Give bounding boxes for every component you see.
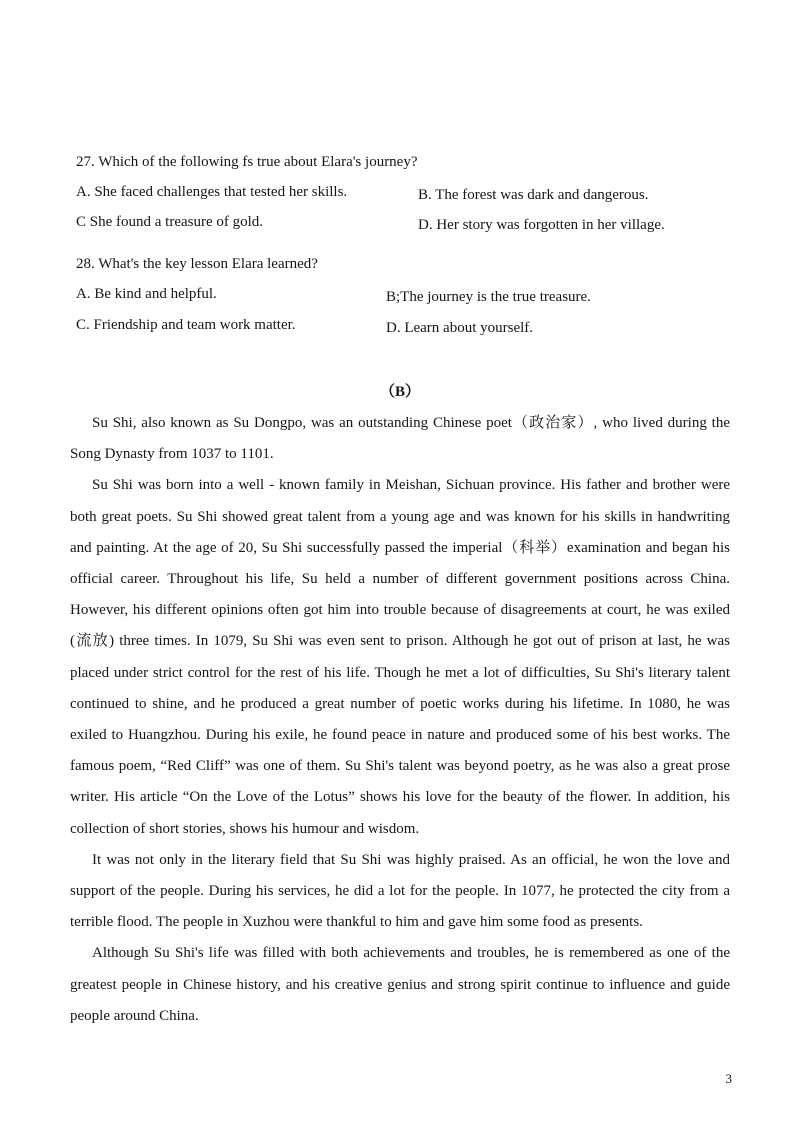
section-label: （B）	[379, 384, 420, 400]
passage-paragraph-1: Su Shi, also known as Su Dongpo, was an outstanding Chinese poet（政治家）, who lived during the Song Dynasty from 1037 to 1101.	[70, 415, 730, 463]
question-28-stem: 28. What's the key lesson Elara learned?	[76, 256, 318, 272]
reading-passage	[70, 408, 730, 1032]
question-28-option-c: C. Friendship and team work matter.	[76, 317, 296, 333]
question-27-option-d: D. Her story was forgotten in her village.	[418, 217, 665, 233]
question-27-option-c: C She found a treasure of gold.	[76, 214, 264, 230]
question-27-option-b: B. The forest was dark and dangerous.	[418, 187, 649, 203]
question-28-option-b: B;The journey is the true treasure.	[386, 289, 591, 305]
page-number: 3	[725, 1071, 732, 1086]
question-27-stem: 27. Which of the following fs true about Elara's journey?	[76, 154, 418, 170]
question-28-option-a: A. Be kind and helpful.	[76, 286, 217, 302]
passage-paragraph-4: Although Su Shi's life was filled with both achievements and troubles, he is remembered as one of the greatest people in Chinese history, and his creative genius and strong spirit continue to influence and guide people around China.	[70, 945, 730, 1024]
question-28-option-d: D. Learn about yourself.	[386, 320, 534, 336]
question-27-option-a: A. She faced challenges that tested her skills.	[76, 184, 348, 200]
passage-paragraph-2: Su Shi was born into a well - known family in Meishan, Sichuan province. His father and brother were both great poets. Su Shi showed great talent from a young age and was known for his skills in handwriting and painting. At the age of 20, Su Shi successfully passed the imperial（科举）examination and began his official career. Throughout his life, Su held a number of different government positions across China. However, his different opinions often got him into trouble because of disagreements at court, he was exiled (流放) three times. In 1079, Su Shi was even sent to prison. Although he got out of prison at last, he was placed under strict control for the rest of his life. Though he met a lot of difficulties, Su Shi's literary talent continued to shine, and he produced a great number of poetic works during his lifetime. In 1080, he was exiled to Huangzhou. During his exile, he found peace in nature and produced some of his best works. The famous poem, “Red Cliff” was one of them. Su Shi's talent was beyond poetry, as he was also a great prose writer. His article “On the Love of the Lotus” shows his love for the beauty of the flower. In addition, his collection of short stories, shows his humour and wisdom.	[70, 477, 730, 837]
passage-paragraph-3: It was not only in the literary field that Su Shi was highly praised. As an official, he won the love and support of the people. During his services, he did a lot for the people. In 1077, he protected the city from a terrible flood. The people in Xuzhou were thankful to him and gave him some food as presents.	[70, 851, 730, 931]
